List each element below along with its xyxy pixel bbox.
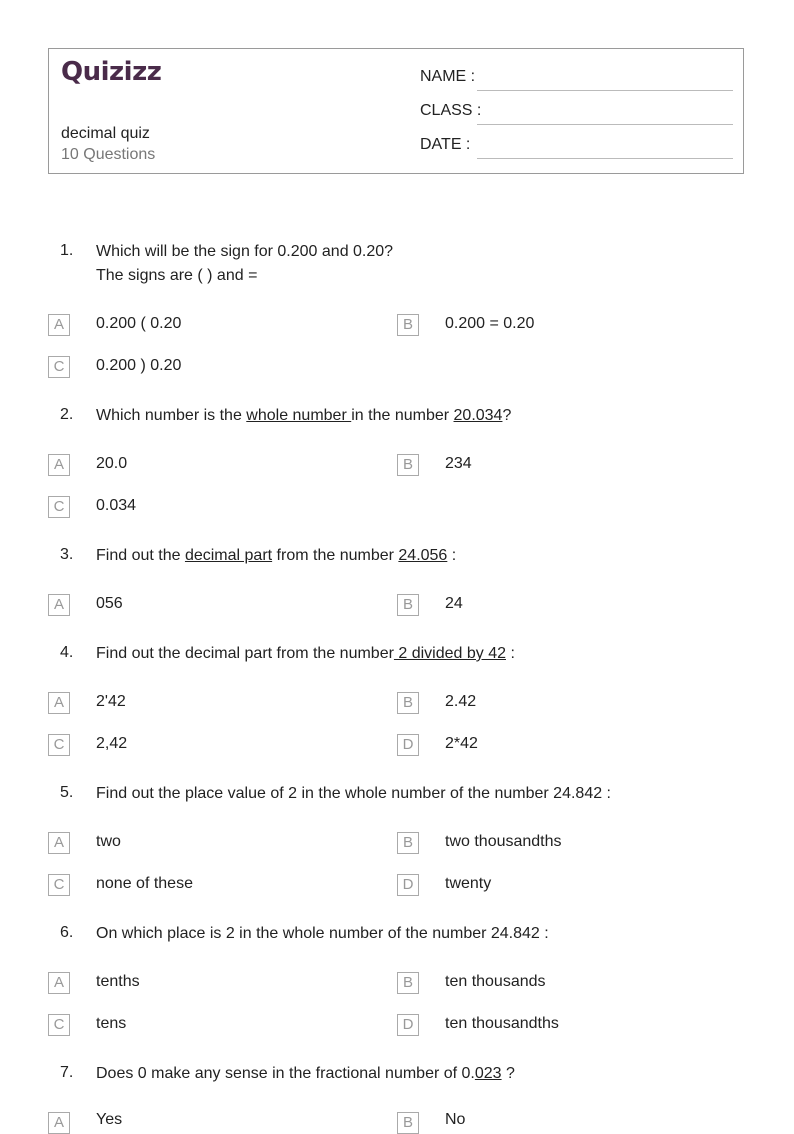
question-number: 1.: [60, 242, 74, 259]
option-text: 0.200 ( 0.20: [96, 315, 182, 332]
option-text: 20.0: [96, 455, 128, 472]
name-label: NAME :: [420, 68, 476, 85]
class-label: CLASS :: [420, 102, 482, 119]
option-letter-box: A: [48, 832, 70, 854]
option-text: 2.42: [445, 693, 477, 710]
option-letter-box: B: [397, 972, 419, 994]
option-text: 24: [445, 595, 463, 612]
name-line: [477, 89, 733, 91]
option-text: 2'42: [96, 693, 126, 710]
option-letter-box: D: [397, 1014, 419, 1036]
option-text: tenths: [96, 973, 140, 990]
option-text: two: [96, 833, 121, 850]
option-letter-box: C: [48, 1014, 70, 1036]
question-number: 3.: [60, 546, 74, 563]
option-text: No: [445, 1111, 466, 1128]
option-letter-box: B: [397, 692, 419, 714]
class-line: [477, 123, 733, 125]
option-letter-box: D: [397, 734, 419, 756]
option-letter-box: B: [397, 832, 419, 854]
option-letter-box: B: [397, 454, 419, 476]
question-number: 5.: [60, 784, 74, 801]
question-line: Which will be the sign for 0.200 and 0.20?: [96, 243, 394, 260]
option-text: two thousandths: [445, 833, 562, 850]
option-text: 234: [445, 455, 472, 472]
option-letter-box: A: [48, 1112, 70, 1134]
option-letter-box: A: [48, 692, 70, 714]
question-text: On which place is 2 in the whole number of the number 24.842 :: [96, 925, 549, 942]
question-number: 6.: [60, 924, 74, 941]
question-text: Which number is the whole number in the number 20.034?: [96, 407, 512, 424]
option-letter-box: A: [48, 594, 70, 616]
option-letter-box: B: [397, 1112, 419, 1134]
question-line: The signs are ( ) and =: [96, 267, 258, 284]
question-text: [96, 240, 393, 288]
option-letter-box: C: [48, 356, 70, 378]
option-text: ten thousands: [445, 973, 546, 990]
option-letter-box: C: [48, 496, 70, 518]
question-number: 2.: [60, 406, 74, 423]
option-letter-box: D: [397, 874, 419, 896]
quizizz-logo: Quizizz: [61, 57, 162, 87]
question-count: 10 Questions: [61, 146, 156, 163]
question-number: 4.: [60, 644, 74, 661]
option-letter-box: C: [48, 874, 70, 896]
option-text: 0.200 ) 0.20: [96, 357, 182, 374]
option-text: Yes: [96, 1111, 123, 1128]
question-text: Find out the decimal part from the number 24.056 :: [96, 547, 457, 564]
option-text: 056: [96, 595, 123, 612]
question-text: Find out the decimal part from the number 2 divided by 42 :: [96, 645, 515, 662]
option-text: twenty: [445, 875, 492, 892]
option-letter-box: B: [397, 594, 419, 616]
date-line: [477, 157, 733, 159]
option-text: 0.200 = 0.20: [445, 315, 535, 332]
option-letter-box: A: [48, 454, 70, 476]
question-number: 7.: [60, 1064, 74, 1081]
option-letter-box: C: [48, 734, 70, 756]
option-text: 2,42: [96, 735, 128, 752]
option-letter-box: A: [48, 314, 70, 336]
question-text: Find out the place value of 2 in the whole number of the number 24.842 :: [96, 785, 611, 802]
option-text: none of these: [96, 875, 193, 892]
option-text: 0.034: [96, 497, 137, 514]
quiz-title: decimal quiz: [61, 125, 150, 142]
question-text: Does 0 make any sense in the fractional number of 0.023 ?: [96, 1065, 515, 1082]
option-text: 2*42: [445, 735, 478, 752]
worksheet-header: [48, 48, 744, 174]
option-letter-box: B: [397, 314, 419, 336]
option-text: ten thousandths: [445, 1015, 559, 1032]
option-letter-box: A: [48, 972, 70, 994]
option-text: tens: [96, 1015, 127, 1032]
date-label: DATE :: [420, 136, 471, 153]
